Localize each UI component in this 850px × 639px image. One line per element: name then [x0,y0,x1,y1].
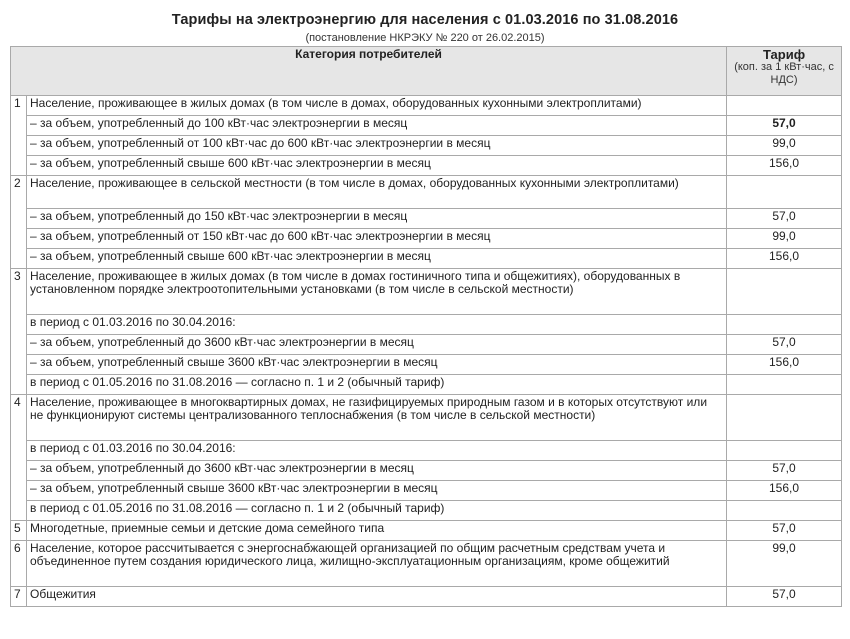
tariff-value: 57,0 [727,335,842,355]
table-row [11,229,842,249]
category-label: – за объем, употребленный до 150 кВт·час электроэнергии в месяц [27,209,727,229]
period-label: в период с 01.05.2016 по 31.08.2016 — согласно п. 1 и 2 (обычный тариф) [27,501,727,521]
table-row [11,249,842,269]
tariff-value: 57,0 [727,209,842,229]
tariff-value: 57,0 [727,461,842,481]
table-row [11,501,842,521]
row-number: 6 [11,541,27,587]
category-label: Общежития [27,587,727,607]
category-label: Население, проживающее в жилых домах (в том числе в домах, оборудованных кухонными электроплитами) [27,96,727,116]
tariff-table [10,46,842,607]
row-number: 5 [11,521,27,541]
category-label: – за объем, употребленный до 3600 кВт·час электроэнергии в месяц [27,461,727,481]
row-number: 7 [11,587,27,607]
table-row [11,315,842,335]
table-row [11,441,842,461]
category-label: Население, проживающее в многоквартирных домах, не газифицируемых природным газом и в которых отсутствуют или не функционируют системы централизованного теплоснабжения (в том числе в сельской местности) [27,395,727,441]
category-label: – за объем, употребленный свыше 3600 кВт·час электроэнергии в месяц [27,355,727,375]
table-row [11,587,842,607]
table-row [11,176,842,209]
table-header-row [11,47,842,96]
table-row [11,116,842,136]
category-label: – за объем, употребленный до 3600 кВт·час электроэнергии в месяц [27,335,727,355]
row-number: 3 [11,269,27,395]
header-category: Категория потребителей [11,47,727,96]
category-label: – за объем, употребленный от 100 кВт·час до 600 кВт·час электроэнергии в месяц [27,136,727,156]
table-row [11,209,842,229]
header-tariff-unit: (коп. за 1 кВт·час, с НДС) [734,61,834,86]
period-label: в период с 01.03.2016 по 30.04.2016: [27,441,727,461]
category-label: – за объем, употребленный свыше 600 кВт·час электроэнергии в месяц [27,156,727,176]
row-number: 1 [11,96,27,176]
tariff-value: 156,0 [727,481,842,501]
category-label: Население, которое рассчитывается с энергоснабжающей организацией по общим расчетным средствам учета и объединенное путем создания юридического лица, жилищно-эксплуатационным организациям, кроме общежитий [27,541,727,587]
header-tariff [727,47,842,96]
category-label: – за объем, употребленный от 150 кВт·час до 600 кВт·час электроэнергии в месяц [27,229,727,249]
tariff-value: 99,0 [727,136,842,156]
tariff-value: 156,0 [727,355,842,375]
period-label: в период с 01.03.2016 по 30.04.2016: [27,315,727,335]
row-number: 4 [11,395,27,521]
tariff-value: 156,0 [727,156,842,176]
tariff-value: 57,0 [727,116,842,136]
header-tariff-title: Тариф [762,47,806,62]
tariff-value: 156,0 [727,249,842,269]
table-row [11,521,842,541]
table-row [11,335,842,355]
table-row [11,269,842,315]
table-row [11,136,842,156]
table-row [11,96,842,116]
table-row [11,395,842,441]
table-row [11,375,842,395]
table-row [11,481,842,501]
category-label: Население, проживающее в жилых домах (в том числе в домах гостиничного типа и общежитиях), оборудованных в установленном порядке электроотопительными установками (в том числе в сельской местности) [27,269,727,315]
category-label: Многодетные, приемные семьи и детские дома семейного типа [27,521,727,541]
tariff-value: 99,0 [727,541,842,587]
category-label: – за объем, употребленный свыше 3600 кВт·час электроэнергии в месяц [27,481,727,501]
page-subtitle: (постановление НКРЭКУ № 220 от 26.02.2015) [305,32,545,44]
table-row [11,355,842,375]
period-label: в период с 01.05.2016 по 31.08.2016 — согласно п. 1 и 2 (обычный тариф) [27,375,727,395]
page-title: Тарифы на электроэнергию для населения с 01.03.2016 по 31.08.2016 [171,12,679,28]
table-row [11,461,842,481]
category-label: – за объем, употребленный до 100 кВт·час электроэнергии в месяц [27,116,727,136]
tariff-value: 57,0 [727,521,842,541]
category-label: – за объем, употребленный свыше 600 кВт·час электроэнергии в месяц [27,249,727,269]
category-label: Население, проживающее в сельской местности (в том числе в домах, оборудованных кухонными электроплитами) [27,176,727,209]
table-row [11,156,842,176]
table-row [11,541,842,587]
row-number: 2 [11,176,27,269]
tariff-value: 57,0 [727,587,842,607]
tariff-value: 99,0 [727,229,842,249]
